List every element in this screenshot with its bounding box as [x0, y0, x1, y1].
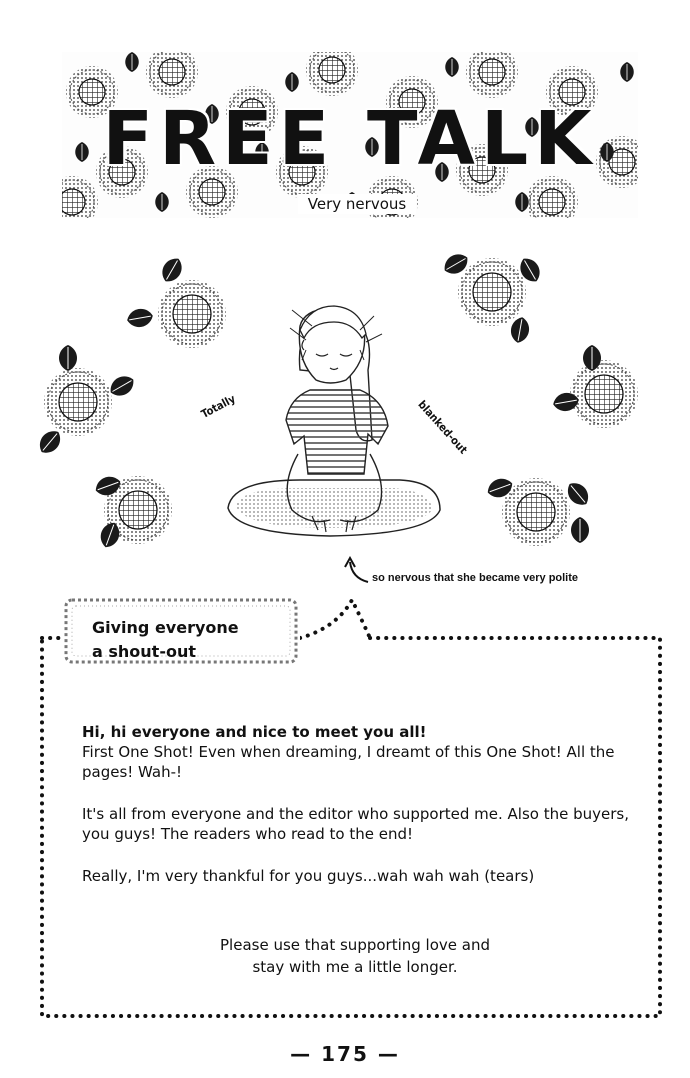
closing-line-1: Please use that supporting love and: [220, 936, 490, 954]
closing-text: [130, 934, 580, 978]
totally-label: Totally: [199, 392, 238, 421]
blanked-out-label: blanked-out: [415, 398, 470, 457]
message-body: [82, 722, 642, 908]
message-paragraph-1: First One Shot! Even when dreaming, I dreamt of this One Shot! All the pages! Wah-!: [82, 743, 615, 781]
greeting-text: Hi, hi everyone and nice to meet you all!: [82, 723, 427, 741]
illustration-caption: so nervous that she became very polite: [372, 572, 579, 584]
shoutout-heading: [92, 616, 282, 664]
page-number: — 175 —: [290, 1042, 400, 1066]
page-number-value: 175: [321, 1042, 369, 1066]
shoutout-line-2: a shout-out: [92, 642, 196, 661]
banner-subtitle: Very nervous: [298, 194, 416, 214]
message-paragraph-3: Really, I'm very thankful for you guys...wah wah wah (tears): [82, 867, 535, 885]
banner-title: FREE TALK: [102, 96, 598, 182]
closing-line-2: stay with me a little longer.: [252, 958, 458, 976]
message-paragraph-2: It's all from everyone and the editor who supported me. Also the buyers, you guys! The readers who read to the end!: [82, 805, 629, 843]
shoutout-line-1: Giving everyone: [92, 618, 239, 637]
